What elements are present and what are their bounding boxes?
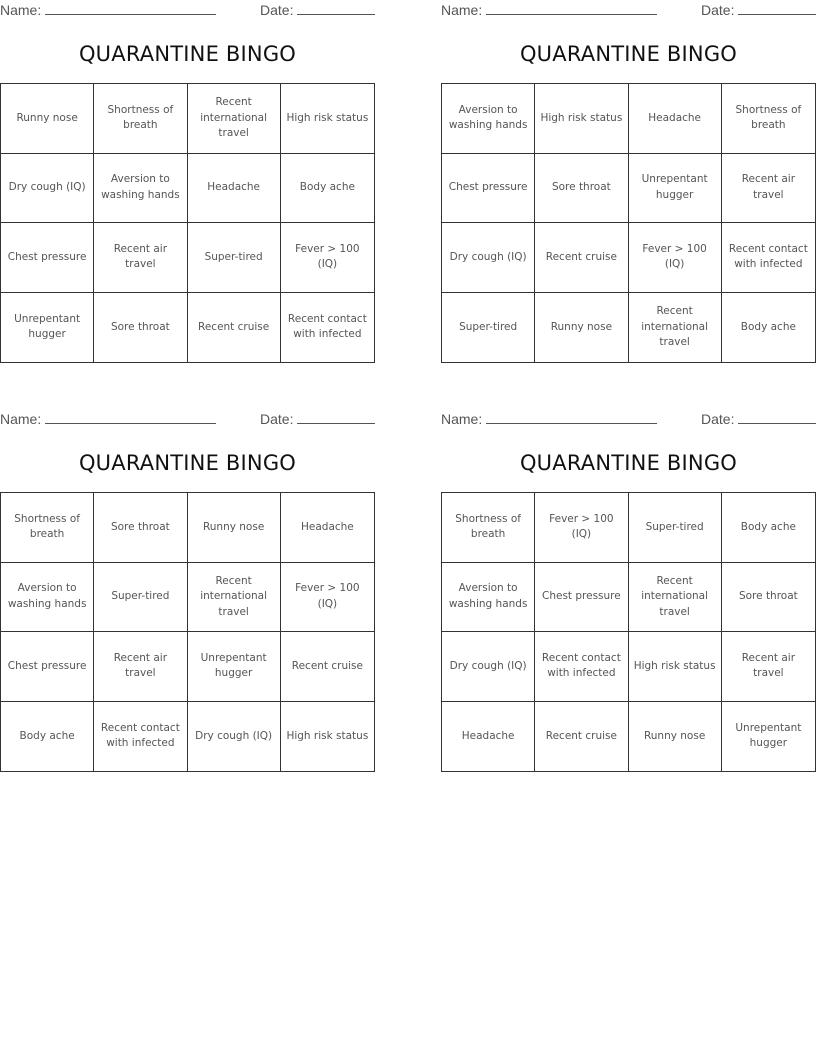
bingo-cell[interactable]: Body ache (281, 154, 374, 224)
bingo-cell[interactable]: Unrepentant hugger (735, 721, 802, 750)
bingo-cell[interactable]: Runny nose (188, 493, 281, 563)
bingo-cell[interactable]: Sore throat (722, 563, 815, 633)
name-date-row (441, 411, 816, 429)
bingo-card (0, 409, 375, 773)
bingo-cell[interactable]: Sore throat (535, 154, 628, 224)
bingo-cell[interactable]: Fever > 100 (IQ) (281, 223, 374, 293)
bingo-cell[interactable]: High risk status (535, 84, 628, 154)
bingo-cell[interactable]: Runny nose (629, 702, 722, 772)
bingo-cell[interactable]: Sore throat (94, 493, 187, 563)
bingo-grid (0, 83, 375, 363)
bingo-cell[interactable]: Recent cruise (535, 702, 628, 772)
bingo-cell[interactable]: Shortness of breath (94, 84, 187, 154)
bingo-cell[interactable]: Recent air travel (722, 154, 815, 224)
card-title: QUARANTINE BINGO (78, 42, 297, 66)
bingo-cell[interactable]: Recent international travel (188, 563, 281, 633)
date-label: Date: (260, 2, 294, 18)
bingo-cell[interactable]: Headache (188, 154, 281, 224)
bingo-cell[interactable]: Aversion to washing hands (442, 563, 535, 633)
bingo-grid (441, 83, 816, 363)
name-label: Name: (441, 2, 483, 18)
date-field[interactable] (260, 411, 375, 427)
bingo-cell[interactable]: Recent cruise (188, 293, 281, 363)
bingo-cell[interactable]: Recent contact with infected (722, 223, 815, 293)
bingo-cell[interactable]: Recent air travel (722, 632, 815, 702)
name-date-row (0, 411, 375, 429)
bingo-cell[interactable]: Aversion to washing hands (94, 154, 187, 224)
bingo-cell[interactable]: Recent contact with infected (94, 702, 187, 772)
bingo-cell[interactable]: Chest pressure (442, 154, 535, 224)
bingo-cell[interactable]: Recent international travel (629, 563, 722, 633)
name-label: Name: (441, 411, 483, 427)
bingo-cell[interactable]: Super-tired (442, 293, 535, 363)
bingo-cell[interactable]: Super-tired (188, 223, 281, 293)
bingo-cell[interactable]: Unrepentant hugger (188, 632, 281, 702)
date-blank-line[interactable] (297, 411, 375, 424)
bingo-cell[interactable]: Fever > 100 (IQ) (281, 563, 374, 633)
bingo-cell[interactable]: Super-tired (94, 563, 187, 633)
bingo-cell[interactable]: Aversion to washing hands (1, 563, 94, 633)
name-date-row (0, 2, 375, 20)
name-label: Name: (0, 411, 42, 427)
bingo-cell[interactable]: Chest pressure (1, 223, 94, 293)
bingo-cell[interactable]: Body ache (722, 493, 815, 563)
bingo-cell[interactable]: Body ache (740, 320, 796, 333)
bingo-cell[interactable]: High risk status (281, 84, 374, 154)
bingo-cell[interactable]: Recent contact with infected (287, 312, 367, 341)
date-blank-line[interactable] (297, 2, 375, 15)
date-field[interactable] (701, 2, 816, 18)
name-blank-line[interactable] (45, 411, 216, 424)
name-date-row (441, 2, 816, 20)
bingo-cell[interactable]: Recent international travel (188, 84, 281, 154)
bingo-cell[interactable]: Shortness of breath (442, 493, 535, 563)
bingo-cell[interactable]: Fever > 100 (IQ) (535, 493, 628, 563)
bingo-cell[interactable]: Dry cough (IQ) (442, 223, 535, 293)
bingo-grid (0, 492, 375, 772)
bingo-cell[interactable]: Headache (442, 702, 535, 772)
bingo-cell[interactable]: Super-tired (629, 493, 722, 563)
bingo-cell[interactable]: Unrepentant hugger (629, 154, 722, 224)
name-blank-line[interactable] (486, 2, 657, 15)
date-blank-line[interactable] (738, 411, 816, 424)
bingo-cell[interactable]: Recent contact with infected (535, 632, 628, 702)
name-field[interactable] (441, 411, 657, 427)
date-label: Date: (701, 2, 735, 18)
bingo-cell[interactable]: Shortness of breath (722, 84, 815, 154)
card-title: QUARANTINE BINGO (78, 451, 297, 475)
bingo-cell[interactable]: Recent cruise (535, 223, 628, 293)
date-label: Date: (260, 411, 294, 427)
card-title: QUARANTINE BINGO (519, 42, 738, 66)
bingo-cell[interactable]: Dry cough (IQ) (1, 154, 94, 224)
bingo-cell[interactable]: Aversion to washing hands (442, 84, 535, 154)
bingo-cell[interactable]: Chest pressure (1, 632, 94, 702)
bingo-cell[interactable]: Unrepentant hugger (1, 293, 94, 363)
bingo-cell[interactable]: Shortness of breath (1, 493, 94, 563)
bingo-cell[interactable]: Body ache (1, 702, 94, 772)
name-field[interactable] (441, 2, 657, 18)
bingo-grid (441, 492, 816, 772)
bingo-cell[interactable]: Recent international travel (629, 293, 722, 363)
bingo-card (441, 409, 816, 773)
bingo-card (441, 0, 816, 364)
name-field[interactable] (0, 2, 216, 18)
bingo-cell[interactable]: Sore throat (94, 293, 187, 363)
bingo-cell[interactable]: Chest pressure (535, 563, 628, 633)
date-blank-line[interactable] (738, 2, 816, 15)
bingo-cell[interactable]: Runny nose (1, 84, 94, 154)
date-field[interactable] (701, 411, 816, 427)
bingo-cell[interactable]: Fever > 100 (IQ) (629, 223, 722, 293)
name-blank-line[interactable] (45, 2, 216, 15)
bingo-cell[interactable]: Runny nose (535, 293, 628, 363)
card-title: QUARANTINE BINGO (519, 451, 738, 475)
date-field[interactable] (260, 2, 375, 18)
name-label: Name: (0, 2, 42, 18)
bingo-cell[interactable]: Recent air travel (94, 632, 187, 702)
bingo-cell[interactable]: High risk status (629, 632, 722, 702)
name-blank-line[interactable] (486, 411, 657, 424)
bingo-cell[interactable]: Dry cough (IQ) (188, 702, 281, 772)
name-field[interactable] (0, 411, 216, 427)
date-label: Date: (701, 411, 735, 427)
bingo-cell[interactable]: Headache (629, 84, 722, 154)
bingo-cell[interactable]: High risk status (286, 729, 369, 742)
bingo-card (0, 0, 375, 364)
bingo-cell[interactable]: Recent air travel (94, 223, 187, 293)
bingo-cell[interactable]: Dry cough (IQ) (442, 632, 535, 702)
bingo-cell[interactable]: Headache (281, 493, 374, 563)
bingo-cell[interactable]: Recent cruise (281, 632, 374, 702)
